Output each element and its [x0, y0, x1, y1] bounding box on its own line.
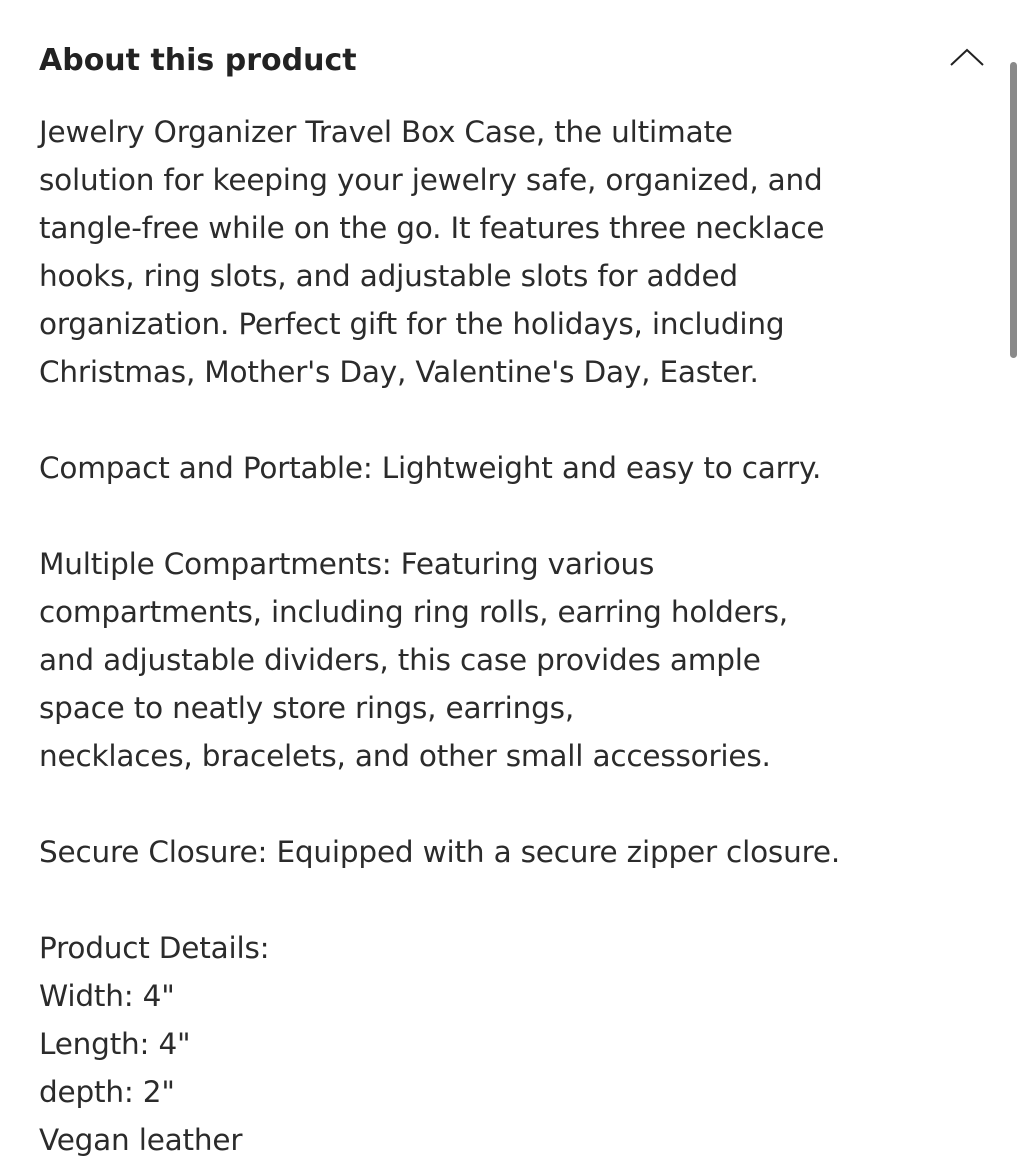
- description-compact: Compact and Portable: Lightweight and easy to carry.: [39, 451, 822, 485]
- detail-width: Width: 4": [39, 979, 175, 1013]
- detail-length: Length: 4": [39, 1027, 191, 1061]
- detail-depth: depth: 2": [39, 1075, 175, 1109]
- details-heading: Product Details:: [39, 931, 270, 965]
- detail-material: Vegan leather: [39, 1123, 243, 1157]
- description-closure: Secure Closure: Equipped with a secure zipper closure.: [39, 835, 840, 869]
- description-compartments: Multiple Compartments: Featuring various compartments, including ring rolls, earring holders, and adjustable dividers, this case provides ample space to neatly store rings, earrings, necklaces, bracelets, and other small accessories.: [39, 547, 788, 773]
- section-title: About this product: [39, 42, 357, 78]
- vertical-scrollbar[interactable]: [1010, 62, 1017, 358]
- product-details: [39, 924, 999, 1164]
- about-product-header[interactable]: [39, 38, 999, 82]
- product-description: [39, 108, 999, 1164]
- chevron-up-icon[interactable]: [949, 46, 985, 68]
- description-intro: Jewelry Organizer Travel Box Case, the ultimate solution for keeping your jewelry safe, organized, and tangle-free while on the go. It features three necklace hooks, ring slots, and adjustable slots for added organization. Perfect gift for the holidays, including Christmas, Mother's Day, Valentine's Day, Easter.: [39, 115, 825, 389]
